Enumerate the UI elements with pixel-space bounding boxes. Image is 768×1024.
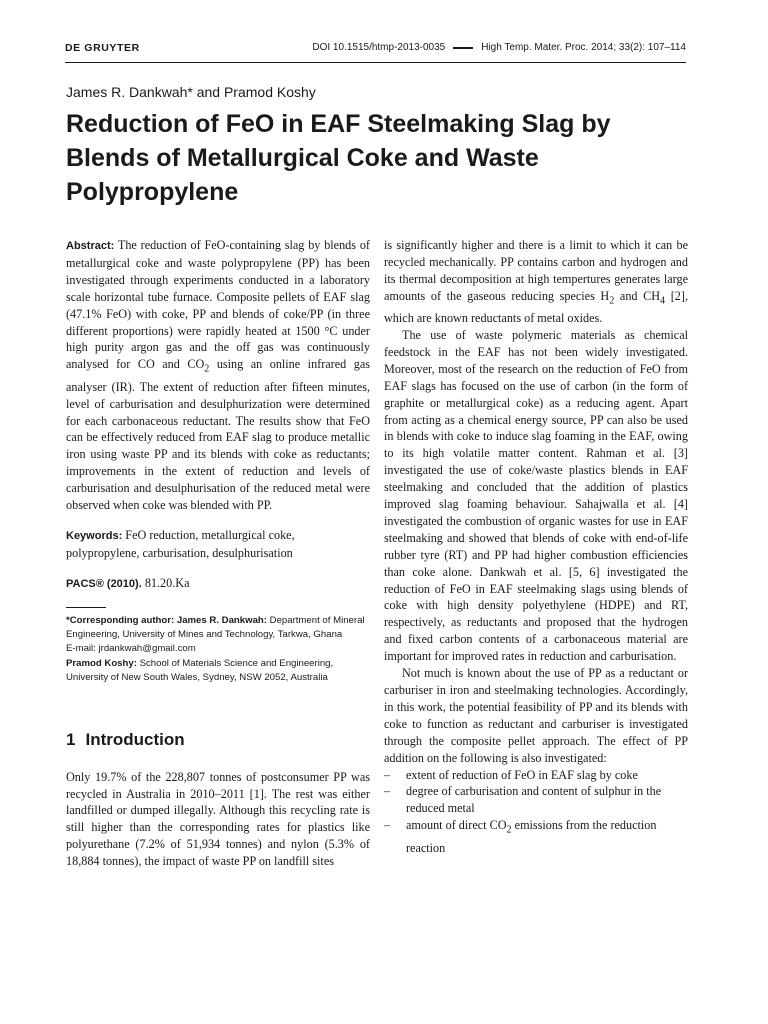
subscript: 2 bbox=[506, 824, 512, 836]
footnote-rule bbox=[66, 607, 106, 608]
header-citation bbox=[312, 42, 686, 53]
keywords-label: Keywords: bbox=[66, 529, 123, 542]
header-rule bbox=[65, 62, 686, 63]
list-item-text: amount of direct CO bbox=[406, 818, 507, 833]
body-text: and CH bbox=[614, 288, 661, 303]
body-paragraph-1 bbox=[384, 237, 688, 327]
pacs-label: PACS® (2010). bbox=[66, 577, 142, 590]
section-title: Introduction bbox=[85, 729, 185, 749]
doi-link[interactable]: DOI 10.1515/htmp-2013-0035 bbox=[312, 42, 446, 53]
footnote-text: School of Materials Science and Engineering, University of New South Wales, Sydney, NSW 2052, Australia bbox=[66, 657, 334, 684]
list-item bbox=[384, 817, 688, 856]
abstract-text-1: The reduction of FeO-containing slag by blends of metallurgical coke and waste polypropylene (PP) has been investigated through experiments conducted in a laboratory scale horizontal tube furnace. Composite pellets of EAF slag (47.1% FeO) with coke, PP and blends of coke/PP (in three different proportions) were rapidly heated at 1500 °C under high purity argon gas and the off gas was continuously analysed for CO and CO bbox=[66, 238, 370, 372]
body-paragraph-2: The use of waste polymeric materials as chemical feedstock in the EAF has not been widely investigated. Moreover, most of the research on the reduction of FeO from EAF slags has focused on the use of carbon (in the form of graphite or metallurgical coke) as a reducing agent. Apart from acting as a chemical energy source, PP can also be used in blends with coke to induce slag foaming in the EAF, owing to its high volatile matter content. Rahman et al. [3] investigated the use of coke/waste plastics blends in EAF steelmaking and concluded that the addition of plastics improved slag foaming behaviour. Sahajwalla et al. [4] investigated the combustion of organic wastes for use in EAF steelmaking and showed that blends of coke with end-of-life rubber tyre (RT) and PP had higher combustion efficiencies than coke alone. Dankwah et al. [5, 6] investigated the reduction of FeO in EAF steelmaking slags using blends of coke with high density polyethylene (HDPE) and RT, respectively, as reductants and proposed that the hydrogen and fixed carbon contents of a carbonaceous material are important for improved rates in reduction and carburisation. bbox=[384, 327, 688, 664]
pacs-text: 81.20.Ka bbox=[141, 575, 190, 590]
pacs-paragraph bbox=[66, 575, 370, 593]
abstract-subscript: 2 bbox=[204, 363, 210, 375]
journal-citation: High Temp. Mater. Proc. 2014; 33(2): 107–114 bbox=[481, 42, 686, 53]
right-column bbox=[384, 237, 688, 857]
body-text: [2], which are known reductants of metal oxides. bbox=[384, 288, 688, 326]
publisher-logo: DE GRUYTER bbox=[65, 42, 140, 54]
paper-title: Reduction of FeO in EAF Steelmaking Slag by Blends of Metallurgical Coke and Waste Polypropylene bbox=[66, 110, 611, 206]
investigation-list bbox=[384, 767, 688, 857]
section-number: 1 bbox=[66, 729, 76, 749]
email-link[interactable]: E-mail: jrdankwah@gmail.com bbox=[66, 643, 196, 655]
footnote-label: *Corresponding author: James R. Dankwah: bbox=[66, 614, 267, 626]
running-header bbox=[65, 40, 686, 62]
intro-paragraph: Only 19.7% of the 228,807 tonnes of postconsumer PP was recycled in Australia in 2010–2011 [1]. The rest was either landfilled or dumped illegally. Although this recycling rate is still higher than the corresponding rates for plastics like polyurethane (7.2% of 51,934 tonnes) and nylon (5.3% of 18,884 tonnes), the impact of waste PP on landfill sites bbox=[66, 769, 370, 869]
footnote-label: Pramod Koshy: bbox=[66, 657, 137, 669]
keywords-paragraph bbox=[66, 527, 370, 562]
subscript: 2 bbox=[609, 295, 615, 307]
footnote-coauthor bbox=[66, 657, 370, 686]
left-column bbox=[66, 237, 370, 870]
footnote-text: Department of Mineral Engineering, University of Mines and Technology, Tarkwa, Ghana bbox=[66, 614, 365, 641]
header-separator bbox=[453, 47, 473, 49]
body-paragraph-3: Not much is known about the use of PP as a reductant or carburiser in iron and steelmaking technologies. Accordingly, in this work, the potential feasibility of PP and its blends with coke to function as reductant and carburiser is investigated through the composite pellet approach. The effect of PP addition on the following is also investigated: bbox=[384, 666, 688, 765]
list-item: – extent of reduction of FeO in EAF slag by coke bbox=[384, 767, 688, 784]
author-line: James R. Dankwah* and Pramod Koshy bbox=[66, 84, 316, 100]
subscript: 4 bbox=[660, 295, 666, 307]
list-item-text: emissions from the reduction reaction bbox=[406, 818, 657, 855]
abstract-paragraph bbox=[66, 237, 370, 514]
footnote-corresponding bbox=[66, 614, 370, 643]
list-item: – degree of carburisation and content of sulphur in the reduced metal bbox=[384, 783, 688, 817]
footnote-block bbox=[66, 614, 370, 686]
footnote-email bbox=[66, 642, 370, 656]
body-text: is significantly higher and there is a limit to which it can be recycled mechanically. PP contains carbon and hydrogen and its thermal decomposition at high tempertures generates large amounts of the gaseous reducing species H bbox=[384, 238, 688, 303]
abstract-text-2: using an online infrared gas analyser (IR). The extent of reduction after fifteen minutes, level of carburisation and desulphurization were determined for each carbonaceous reductant. The results show that FeO can be effectively reduced from EAF slag to produce metallic iron using waste PP and its blends with coke as reductants; improvements in the extent of reduction and levels of carburisation and desulphurisation of the reduced metal were observed when coke was blended with PP. bbox=[66, 357, 370, 513]
abstract-label: Abstract: bbox=[66, 240, 115, 252]
section-heading bbox=[66, 729, 370, 749]
keywords-text: FeO reduction, metallurgical coke, polypropylene, carburisation, desulphurisation bbox=[66, 527, 295, 560]
